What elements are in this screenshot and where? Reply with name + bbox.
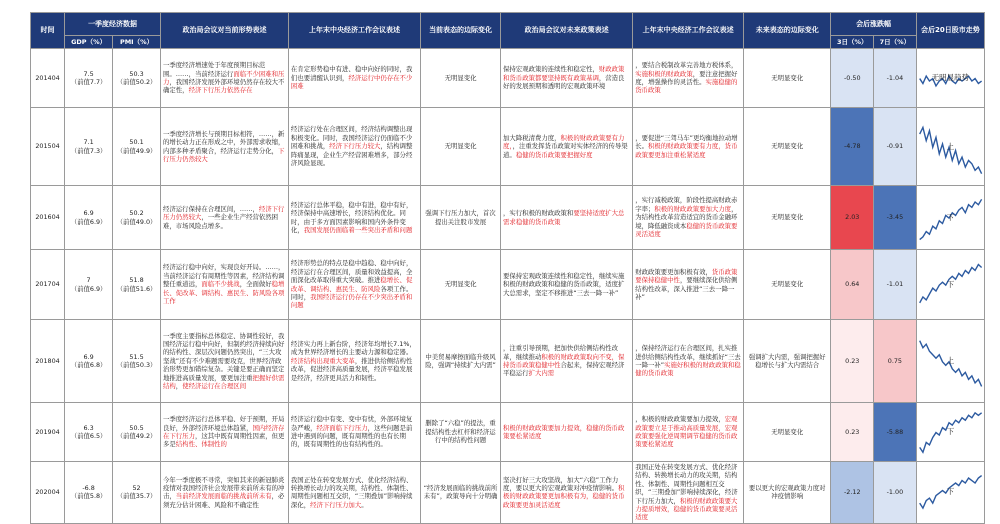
trend-cell (916, 462, 984, 524)
highlight-text: 稳健的货币政策 (515, 217, 561, 226)
time-value: 201604 (35, 213, 60, 222)
d3-cell (831, 403, 874, 462)
gdp-prev-value: （前值7.7） (70, 78, 107, 86)
text: ，推进供给侧结构性改革，促进经济高质量发展，经济平稳发展是经济，经济更具活力和韧性。 (290, 356, 413, 382)
future-change-cell (744, 462, 831, 524)
highlight-text: 积极的财政政策要有力度，货币政策要更加注重松紧适度 (635, 142, 738, 159)
highlight-text: 下行压力仍然较大 (163, 146, 285, 163)
d7-cell (874, 250, 917, 320)
trend-label: 无明显趋势 (931, 72, 970, 82)
pmi-prev-value: （前值51.6） (116, 284, 157, 293)
time-value: 201704 (35, 280, 60, 289)
highlight-text: 积极的财政政策要更加积极有为，稳健的货币政策要更加灵活适度 (503, 484, 625, 509)
trend-cell (916, 186, 984, 250)
pmi-prev-value: （前值49.2） (116, 432, 157, 440)
q-meeting-future-cell (501, 250, 633, 320)
text: 经济运行稳中有变、变中有忧，外部环境复杂严峻， (290, 415, 413, 432)
gdp-value: 6.3 (83, 423, 94, 432)
trend-label: 上 (946, 355, 955, 365)
header-current-change: 当前表态的边际变化 (421, 13, 501, 49)
header-d3: 3日（%） (831, 36, 874, 49)
q-meeting-current-cell (161, 108, 289, 186)
d3-cell (831, 462, 874, 524)
highlight-text: 把握好供需结构 (163, 373, 285, 391)
dec-meeting-future-cell (633, 462, 744, 524)
current-change-cell (421, 186, 501, 250)
header-post20: 会后20日股市走势 (916, 13, 984, 49)
table-row (31, 186, 985, 250)
d7-cell (874, 108, 917, 186)
text: 坚定不移推进“三去一降一补” (534, 288, 619, 297)
trend-label: 下 (946, 212, 955, 222)
table-row (31, 320, 985, 403)
pmi-prev-value: （前值50.3） (116, 361, 157, 369)
q-meeting-future-cell (501, 49, 633, 108)
q-meeting-future-cell (501, 403, 633, 462)
d3-value: -4.78 (843, 142, 861, 151)
dec-meeting-current-cell (288, 49, 420, 108)
dec-meeting-current-cell (288, 403, 420, 462)
table-row (31, 250, 985, 320)
text: 要保持宏观政策连续性和稳定性，继续实施积极的财政政策和稳健的货币政策，适度扩大总需求， (503, 271, 625, 297)
d7-value: 0.75 (887, 356, 902, 365)
text: 我国正处在转变发展方式、优化经济结构、转换增长动力的攻关期，结构性、体制性、周期性问题相互交织，“三期叠加”影响持续深化， (290, 475, 413, 509)
time-cell (31, 320, 65, 403)
d7-cell (874, 462, 917, 524)
current-change-value: “经济发展面临的挑战前所未有”，政策导向十分明确 (423, 484, 498, 501)
highlight-text: 经济下行压力较大 (329, 142, 381, 151)
text: ， (175, 382, 183, 391)
text: 经济运行保持在合理区间，……， (163, 204, 259, 213)
time-cell (31, 108, 65, 186)
current-change-cell (421, 108, 501, 186)
text: 。 (361, 500, 368, 509)
text: ，实行减税政策，阶段性提高财政赤字率； (635, 196, 738, 213)
highlight-text: 积极的财政政策要有力度， (503, 133, 625, 151)
highlight-text: 经济结构出现重大变革 (290, 356, 355, 365)
d7-cell (874, 403, 917, 462)
gdp-prev-value: （前值6.9） (70, 284, 107, 293)
text: ，要促进“三驾马车”更均衡地拉动增长。 (635, 133, 738, 151)
text: 经济运行处在合理区间，经济结构调整出现积极变化。同时，我国经济运行仍面临不少困难和挑战， (290, 125, 413, 151)
d7-value: -1.01 (886, 280, 904, 289)
time-cell (31, 403, 65, 462)
d3-value: 2.03 (845, 213, 860, 222)
text: 坚决打好三大攻坚战，加大“六稳”工作力度，要以更大的宏观政策对冲疫情影响。 (503, 475, 619, 493)
future-change-value: 要以更大的宏观政策力度对冲疫情影响 (748, 484, 826, 501)
highlight-text: 积极的财政政策要大力提质增效，稳健的货币政策要灵活适度 (635, 496, 738, 522)
highlight-text: 稳增长、促改革、调结构、惠民生、防风险 (290, 276, 413, 293)
pmi-value: 50.1 (129, 138, 144, 147)
current-change-value: 无明显变化 (444, 142, 477, 151)
trend-cell (916, 250, 984, 320)
d3-value: -2.12 (843, 488, 861, 497)
current-change-value: 无明显变化 (444, 280, 477, 289)
text: ，注重发挥货币政策对实体经济的传导渠道。 (503, 142, 628, 159)
text: 今年一季度极不寻常，突如其来的新冠肺炎疫情对我国经济社会发展带来前所未有的冲击， (163, 475, 285, 501)
pmi-value: 50.5 (129, 423, 144, 432)
d3-cell (831, 108, 874, 186)
dec-meeting-future-cell (633, 108, 744, 186)
text: ，保持经济运行在合理区间，扎实推进供给侧结构性改革，继续抓好“三去一降一补” (635, 344, 741, 369)
q-meeting-future-cell (501, 186, 633, 250)
dec-meeting-current-cell (288, 462, 420, 524)
gdp-value: 7.5 (83, 69, 94, 78)
header-time: 时间 (31, 13, 65, 49)
dec-meeting-future-cell (633, 403, 744, 462)
highlight-text: 面临不少挑战 (201, 280, 240, 289)
future-change-value: 无明显变化 (771, 142, 804, 151)
text: ，积极的财政政策要加力提效， (635, 415, 725, 424)
text: 财政政策要更加积极有效， (635, 267, 712, 276)
text: ，我国经济发展外部环境仍然存在较大不确定性， (163, 78, 285, 95)
text: ，必须充分估计困难、风险和不确定性 (163, 492, 285, 509)
text: 经济形势总的特点是稳中趋稳、稳中向好，经济运行在合理区间，质量和效益提高，全面深化改革取得重大突破。推进 (290, 259, 413, 285)
header-dec-meeting-current: 上年末中央经济工作会议表述 (288, 13, 420, 49)
table-row (31, 462, 985, 524)
highlight-text: 积极的财政政策要加力提效，稳健的货币政策要松紧适度 (503, 423, 625, 440)
gdp-value: 7 (86, 276, 91, 285)
gdp-value: 6.9 (83, 352, 94, 361)
trend-label: 上 (946, 141, 955, 151)
future-change-cell (744, 108, 831, 186)
text: ，注重引导预期，把加快供给侧结构性改革，继续推动 (503, 344, 619, 361)
current-change-value: 删除了“六稳”的提法，重提结构性去杠杆和经济运行中的结构性问题 (425, 419, 496, 445)
pmi-cell (113, 186, 161, 250)
text: ，实行积极的财政政策和 (503, 209, 574, 218)
highlight-text: 面临不少困难和压力 (163, 69, 285, 86)
highlight-text: 扩大内需 (528, 369, 555, 378)
header-dec-meeting-future: 上年末中央经济工作会议表述 (633, 13, 744, 49)
pmi-cell (113, 320, 161, 403)
pmi-value: 52 (132, 484, 141, 493)
future-change-value: 无明显变化 (771, 280, 804, 289)
time-value: 201504 (35, 142, 60, 151)
text: 一季度经济运行总体平稳、好于预期，开局良好，外部经济环境总体趋紧， (163, 415, 285, 432)
highlight-text: 结构性、体制性的 (175, 440, 227, 449)
header-d7: 7日（%） (874, 36, 917, 49)
q-meeting-current-cell (161, 320, 289, 403)
d7-cell (874, 49, 917, 108)
text: ，结构调整阵痛显现，企业生产经营困难增多，部分经济风险显现。 (290, 142, 413, 168)
d3-cell (831, 250, 874, 320)
highlight-text: 我国经济运行仍存在不少突出矛盾和问题 (290, 292, 413, 310)
q-meeting-current-cell (161, 186, 289, 250)
header-q1-data: 一季度经济数据 (65, 13, 161, 36)
future-change-cell (744, 403, 831, 462)
highlight-text: 经济下行压力加大 (310, 500, 362, 509)
header-gdp: GDP（%） (65, 36, 113, 49)
d7-cell (874, 320, 917, 403)
time-value: 201404 (35, 73, 60, 82)
table-row (31, 403, 985, 462)
trend-label: 下 (946, 487, 955, 497)
future-change-value: 强调扩大内需，强调把握好稳增长与扩大内需结合 (748, 352, 826, 369)
time-cell (31, 462, 65, 524)
pmi-cell (113, 49, 161, 108)
gdp-value: 6.9 (83, 209, 94, 218)
current-change-cell (421, 49, 501, 108)
trend-cell (916, 49, 984, 108)
pmi-value: 51.8 (129, 276, 144, 285)
highlight-text: 稳健的货币政策要松紧适度 (635, 432, 738, 449)
gdp-prev-value: （前值6.9） (70, 217, 107, 226)
text: ，这些问题是前进中遇到的问题，既有周期性的也有长期的，既有周期性的也有结构性的。 (290, 423, 413, 449)
d7-value: -3.45 (886, 213, 904, 222)
highlight-text: 当前经济发展面临的挑战前所未有 (175, 492, 272, 501)
highlight-text: 积极的财政政策要加大力度 (654, 204, 732, 213)
text: ，营造良好的发展预期和透明的宏观政策环境 (503, 73, 625, 91)
text: 在肯定形势稳中有进、稳中向好的同时，我们也要清醒认识到， (290, 65, 413, 82)
header-pmi: PMI（%） (113, 36, 161, 49)
pmi-prev-value: （前值50.2） (116, 78, 157, 86)
text: 加大降税清费力度， (503, 133, 561, 142)
q-meeting-future-cell (501, 462, 633, 524)
pmi-prev-value: （前值35.7） (116, 492, 157, 501)
highlight-text: 稳增长、促改革、调结构、惠民生、防风险各项工作 (163, 280, 285, 306)
dec-meeting-current-cell (288, 108, 420, 186)
pmi-cell (113, 403, 161, 462)
header-future-change: 未来表态的边际变化 (744, 13, 831, 49)
future-change-cell (744, 49, 831, 108)
pmi-value: 50.2 (129, 209, 144, 218)
gdp-prev-value: （前值6.8） (70, 361, 107, 369)
dec-meeting-current-cell (288, 250, 420, 320)
current-change-cell (421, 462, 501, 524)
future-change-value: 无明显变化 (771, 213, 804, 222)
gdp-prev-value: （前值7.3） (70, 146, 107, 155)
gdp-value: 7.1 (83, 138, 94, 147)
d7-value: -5.88 (886, 427, 904, 436)
dec-meeting-future-cell (633, 320, 744, 403)
gdp-cell (65, 403, 113, 462)
gdp-prev-value: （前值5.8） (70, 492, 107, 501)
text: 一季度经济增长与预期目标相符，……，新的增长动力正在形成之中，外部需求收缩，内部多种矛盾聚合，经济运行走势分化， (163, 129, 285, 155)
highlight-text: 国内经济存在下行压力 (163, 423, 285, 440)
text: 各项工作。同时， (290, 284, 413, 301)
highlight-text: 要坚持适度扩大总需求 (503, 209, 625, 226)
future-change-value: 无明显变化 (771, 427, 804, 436)
q-meeting-current-cell (161, 250, 289, 320)
d3-value: 0.64 (845, 280, 860, 289)
d3-value: 0.23 (845, 356, 860, 365)
text: ，这其中既有周期性因素，但更多是 (163, 432, 285, 449)
highlight-text: 实施稳健的货币政策 (635, 78, 738, 95)
table-row (31, 108, 985, 186)
dec-meeting-future-cell (633, 186, 744, 250)
header-q-meeting-current: 政治局会议对当前形势表述 (161, 13, 289, 49)
gdp-cell (65, 250, 113, 320)
highlight-text: 稳健的货币政策要把握好度 (515, 150, 593, 159)
pmi-prev-value: （前值49.0） (116, 217, 157, 226)
trend-cell (916, 403, 984, 462)
d3-cell (831, 320, 874, 403)
q-meeting-current-cell (161, 462, 289, 524)
header-q-meeting-future: 政治局会议对未来政策表述 (501, 13, 633, 49)
text: ，要结合税制改革完善地方税体系， (635, 61, 738, 70)
future-change-cell (744, 320, 831, 403)
pmi-prev-value: （前值49.9） (116, 146, 157, 155)
time-value: 201904 (35, 427, 60, 436)
q-meeting-future-cell (501, 320, 633, 403)
text: 经济运行稳中向好，实现良好开局。……，当前经济运行有周期性等因素，经济结构调整任重道远， (163, 263, 285, 289)
highlight-text: 我国发展仍面临着一些突出矛盾和问题 (303, 225, 413, 234)
text: ，要注意把握好度，增强操作的灵活性。 (635, 69, 738, 86)
dec-meeting-future-cell (633, 49, 744, 108)
q-meeting-future-cell (501, 108, 633, 186)
current-change-value: 强调下行压力加大，首次提出关注股市发展 (425, 209, 496, 226)
time-value: 202004 (35, 488, 60, 497)
current-change-cell (421, 403, 501, 462)
text: ，要继续深化供给侧结构性改革，深入推进“三去一降一补” (635, 276, 738, 301)
time-cell (31, 250, 65, 320)
gdp-cell (65, 320, 113, 403)
highlight-text: 财政政策和货币政策都要坚持既有政策基调 (503, 65, 625, 82)
time-cell (31, 186, 65, 250)
highlight-text: 货币政策要保持稳健中性 (635, 267, 738, 285)
gdp-cell (65, 49, 113, 108)
d7-value: -1.04 (886, 73, 904, 82)
highlight-text: 经济运行中仍存在不少困难 (290, 73, 413, 91)
text: 合起来，保持宏观经济平稳运行 (503, 361, 625, 378)
highlight-text: 经济面临下行压力 (316, 423, 368, 432)
current-change-value: 中美贸易摩擦面临升级风险，强调“持续扩大内需” (425, 352, 496, 369)
future-change-value: 无明显变化 (771, 73, 804, 82)
text: 一季度主要指标总体稳定、协调性较好，我国经济运行稳中向好，但制约经济持续向好的结构性、深层次问题仍然突出，“三大攻坚战”还有不少难题需要攻克，世界经济政治形势更加错综复杂。关键是要正确而坚定地推进高质量发展，要更加注重 (163, 331, 285, 382)
current-change-cell (421, 320, 501, 403)
gdp-cell (65, 462, 113, 524)
trend-label: 下 (946, 279, 955, 289)
text: 经济运行总体平稳，稳中有进，稳中有好，经济保持中高速增长，经济结构优化。同时，由于多方面因素影响和国内外条件变化， (290, 200, 413, 234)
highlight-text: 实施积极的财政政策 (635, 69, 693, 78)
text: 保持宏观政策的连续性和稳定性， (503, 65, 599, 74)
dec-meeting-current-cell (288, 186, 420, 250)
highlight-text: 宏观政策要立足于推动高质量发展，宏观政策要强化逆周期调节 (635, 415, 738, 440)
table-body (31, 49, 985, 524)
text: ，一些企业生产经营依然困难，市场风险点增多。 (163, 213, 279, 230)
future-change-cell (744, 186, 831, 250)
d3-value: 0.23 (845, 427, 860, 436)
pmi-cell (113, 462, 161, 524)
dec-meeting-future-cell (633, 250, 744, 320)
pmi-value: 51.5 (129, 352, 144, 361)
highlight-text: 稳健的货币政策要灵活适度 (635, 221, 738, 239)
pmi-cell (113, 108, 161, 186)
d3-cell (831, 49, 874, 108)
current-change-cell (421, 250, 501, 320)
pmi-value: 50.3 (129, 69, 144, 78)
gdp-cell (65, 108, 113, 186)
trend-cell (916, 320, 984, 403)
highlight-text: 使经济运行在合理区间 (182, 382, 247, 391)
d3-value: -0.50 (843, 73, 861, 82)
dec-meeting-current-cell (288, 320, 420, 403)
highlight-text: 实施好积极的财政政策和稳健的货币政策 (635, 361, 741, 378)
policy-comparison-table (30, 12, 985, 524)
table-row (31, 49, 985, 108)
gdp-prev-value: （前值6.5） (70, 432, 107, 440)
trend-label: 下 (946, 426, 955, 436)
text: 我国正处在转变发展方式、优化经济结构、转换增长动力的攻关期，结构性、体制性、周期性问题相互交织，“三期叠加”影响持续深化，经济下行压力加大， (635, 463, 738, 505)
text: ，全面做好 (239, 280, 272, 289)
header-post-change: 会后涨跌幅 (831, 13, 916, 36)
highlight-text: 经济下行压力依然存在 (188, 86, 253, 95)
d7-value: -0.91 (886, 142, 904, 151)
text: 经济实力再上新台阶，经济年均增长7.1%，成为世界经济增长的主要动力源和稳定器。 (290, 339, 416, 357)
time-cell (31, 49, 65, 108)
d3-cell (831, 186, 874, 250)
current-change-value: 无明显变化 (444, 73, 477, 82)
q-meeting-current-cell (161, 49, 289, 108)
d7-cell (874, 186, 917, 250)
time-value: 201804 (35, 356, 60, 365)
highlight-text: 积极的财政政策取向不变，保持货币政策稳健中性 (503, 352, 625, 369)
highlight-text: 经济下行压力仍然较大 (163, 204, 285, 222)
trend-cell (916, 108, 984, 186)
future-change-cell (744, 250, 831, 320)
gdp-value: -6.8 (82, 484, 95, 493)
pmi-cell (113, 250, 161, 320)
gdp-cell (65, 186, 113, 250)
q-meeting-current-cell (161, 403, 289, 462)
text: 一季度经济增速处于年度预期目标范围。……，当前经济运行 (163, 61, 266, 78)
text: ，为结构性改革营造适宜的货币金融环境，降低融资成本 (635, 204, 738, 230)
d7-value: -1.00 (886, 488, 904, 497)
